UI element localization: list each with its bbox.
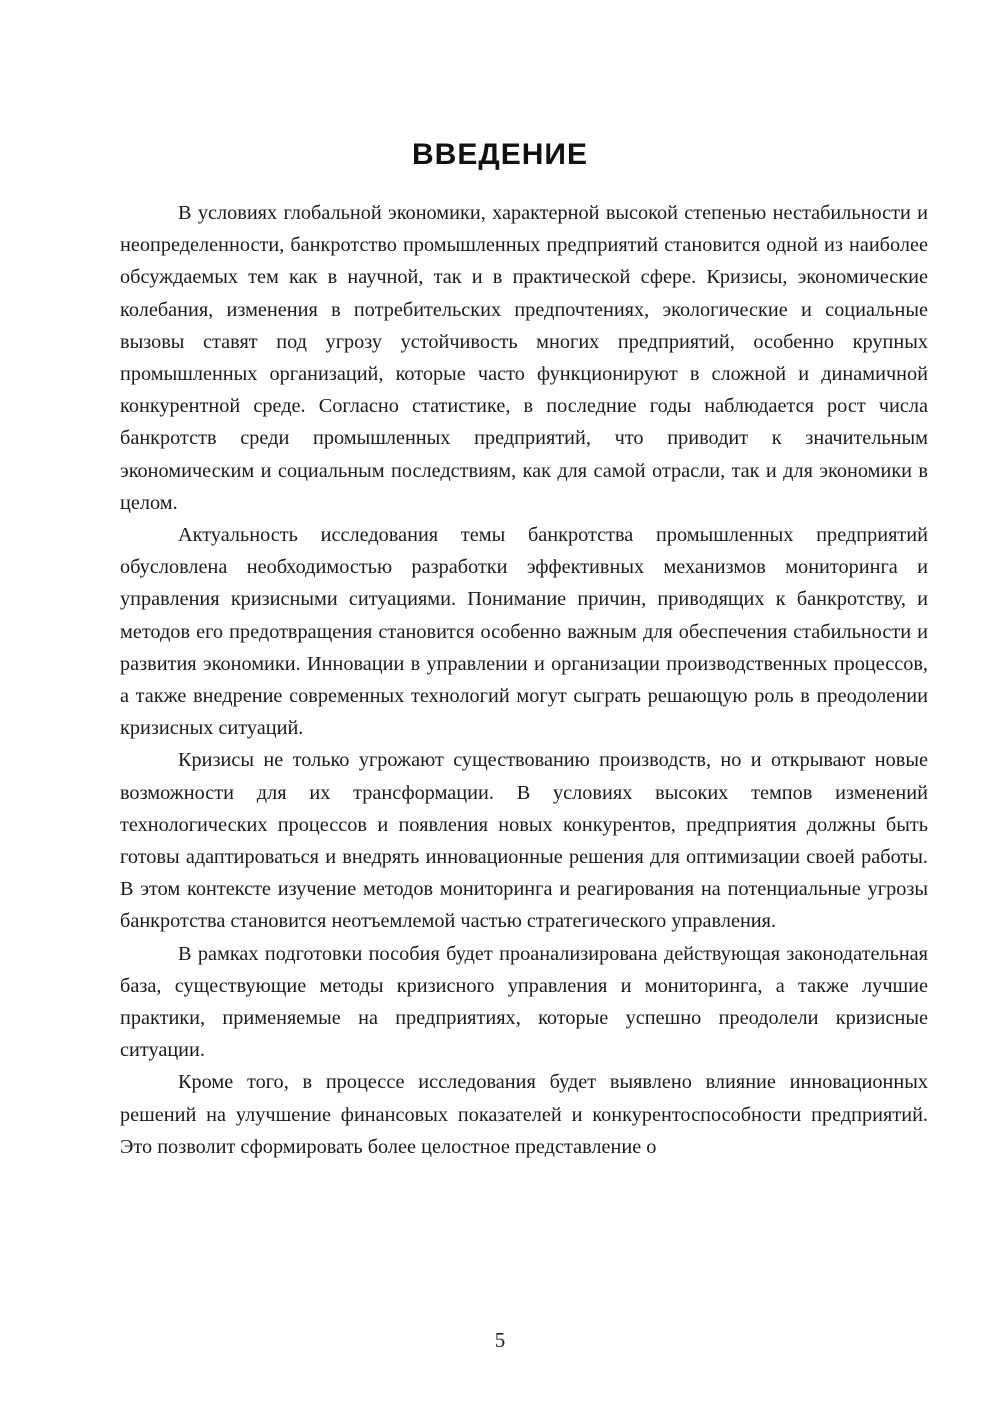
paragraph-2: Актуальность исследования темы банкротства промышленных предприятий обусловлена необходимостью разработки эффективных механизмов мониторинга и управления кризисными ситуациями. Понимание причин, приводящих к банкротству, и методов его предотвращения становится особенно важным для обеспечения стабильности и развития экономики. Инновации в управлении и организации производственных процессов, а также внедрение современных технологий могут сыграть решающую роль в преодолении кризисных ситуаций. — [120, 524, 928, 740]
paragraph-5: Кроме того, в процессе исследования будет выявлено влияние инновационных решений на улучшение финансовых показателей и конкурентоспособности предприятий. Это позволит сформировать более целостное представление о — [120, 1071, 928, 1158]
body-text — [120, 197, 928, 1163]
page-title: ВВЕДЕНИЕ — [412, 138, 588, 171]
paragraph-4: В рамках подготовки пособия будет проанализирована действующая законодательная база, существующие методы кризисного управления и мониторинга, а также лучшие практики, применяемые на предприятиях, которые успешно преодолели кризисные ситуации. — [120, 942, 928, 1062]
paragraph-1: В условиях глобальной экономики, характерной высокой степенью нестабильности и неопределенности, банкротство промышленных предприятий становится одной из наиболее обсуждаемых тем как в научной, так и в практической сфере. Кризисы, экономические колебания, изменения в потребительских предпочтениях, экологические и социальные вызовы ставят под угрозу устойчивость многих предприятий, особенно крупных промышленных организаций, которые часто функционируют в сложной и динамичной конкурентной среде. Согласно статистике, в последние годы наблюдается рост числа банкротств среди промышленных предприятий, что приводит к значительным экономическим и социальным последствиям, как для самой отрасли, так и для экономики в целом. — [120, 202, 928, 514]
paragraph-3: Кризисы не только угрожают существованию производств, но и открывают новые возможности для их трансформации. В условиях высоких темпов изменений технологических процессов и появления новых конкурентов, предприятия должны быть готовы адаптироваться и внедрять инновационные решения для оптимизации своей работы. В этом контексте изучение методов мониторинга и реагирования на потенциальные угрозы банкротства становится неотъемлемой частью стратегического управления. — [120, 749, 928, 933]
page-number: 5 — [494, 1328, 506, 1352]
